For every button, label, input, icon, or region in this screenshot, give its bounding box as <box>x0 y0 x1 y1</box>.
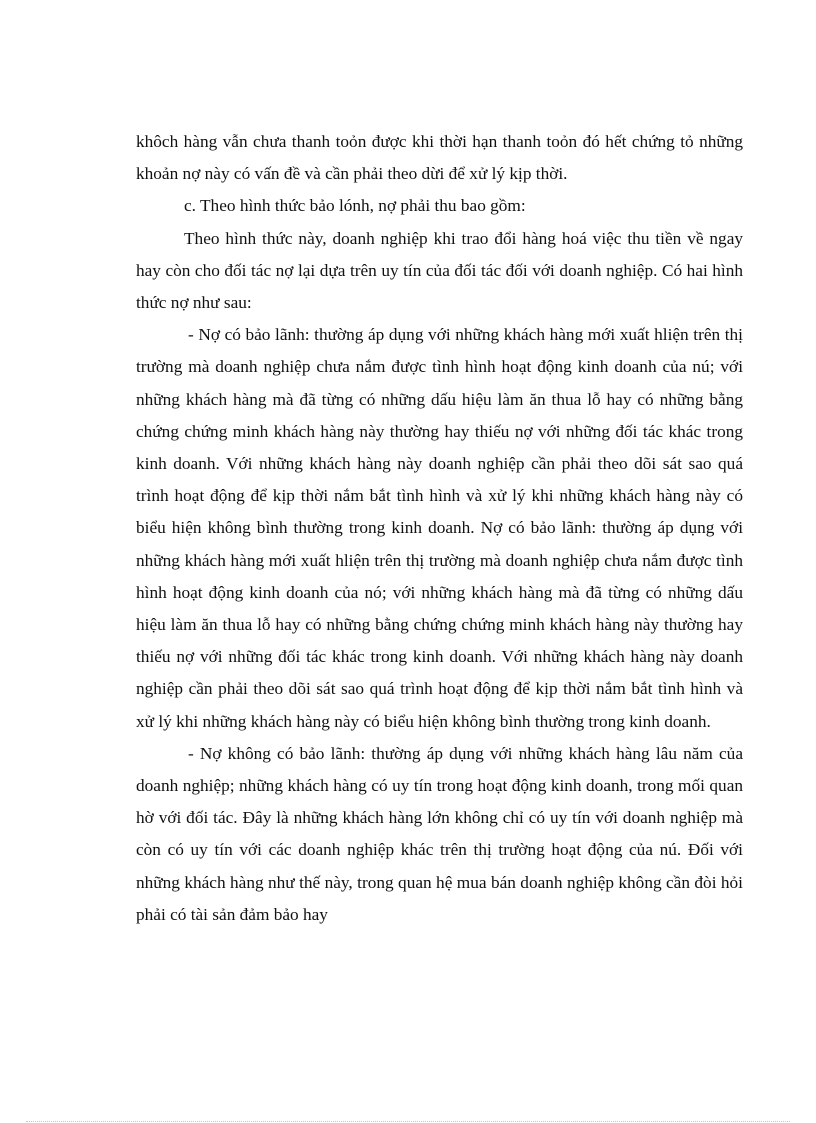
paragraph-continuation: khôch hàng vẫn chưa thanh toỏn được khi thời hạn thanh toỏn đó hết chứng tỏ những khoản nợ này có vấn đề và cần phải theo dừi để xử lý kịp thời. <box>136 132 743 184</box>
paragraph-guaranteed-debt: - Nợ có bảo lãnh: thường áp dụng với những khách hàng mới xuất hliện trên thị trường mà doanh nghiệp chưa nắm được tình hình hoạt động kinh doanh của nú; với những khách hàng mà đã từng có những dấu hiệu làm ăn thua lỗ hay có những bằng chứng chứng minh khách hàng này thường hay thiếu nợ với những đối tác khác trong kinh doanh. Với những khách hàng này doanh nghiệp cần phải theo dõi sát sao quá trình hoạt động để kịp thời nắm bắt tình hình và xử lý khi những khách hàng này có biểu hiện không bình thường trong kinh doanh. Nợ có bảo lãnh: thường áp dụng với những khách hàng mới xuất hliện trên thị trường mà doanh nghiệp chưa nắm được tình hình hoạt động kinh doanh của nó; với những khách hàng mà đã từng có những dấu hiệu làm ăn thua lỗ hay có những bằng chứng chứng minh khách hàng này thường hay thiếu nợ với những đối tác khác trong kinh doanh. Với những khách hàng này doanh nghiệp cần phải theo dõi sát sao quá trình hoạt động để kịp thời nắm bắt tình hình và xử lý khi những khách hàng này có biểu hiện không bình thường trong kinh doanh. <box>136 325 743 731</box>
page-bottom-divider <box>26 1121 790 1122</box>
paragraph-unguaranteed-debt: - Nợ không có bảo lãnh: thường áp dụng với những khách hàng lâu năm của doanh nghiệp; những khách hàng có uy tín trong hoạt động kinh doanh, trong mối quan hờ với đối tác. Đây là những khách hàng lớn không chỉ có uy tín với doanh nghiệp mà còn có uy tín với các doanh nghiệp khác trên thị trường hoạt động của nú. Đối với những khách hàng như thế này, trong quan hệ mua bán doanh nghiệp không cần đòi hỏi phải có tài sản đảm bảo hay <box>136 743 743 924</box>
section-heading-guarantee-form: c. Theo hình thức bảo lónh, nợ phải thu bao gồm: <box>184 196 526 216</box>
document-body <box>136 126 743 931</box>
paragraph-intro-forms: Theo hình thức này, doanh nghiệp khi trao đổi hàng hoá việc thu tiền về ngay hay còn cho đối tác nợ lại dựa trên uy tín của đối tác đối với doanh nghiệp. Có hai hình thức nợ như sau: <box>136 228 743 313</box>
